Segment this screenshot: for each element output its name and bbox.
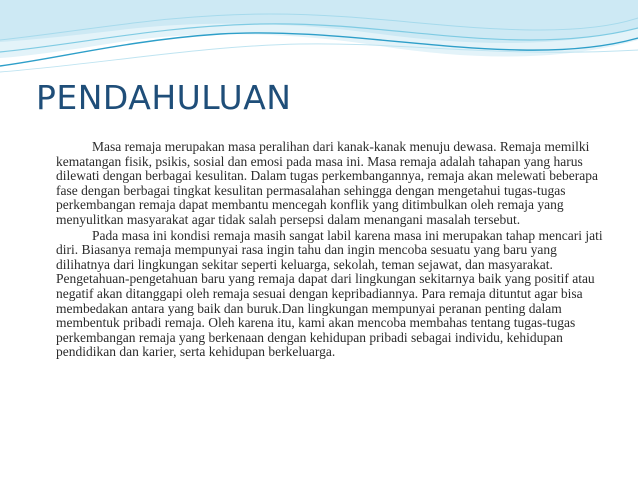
wave-header-decoration bbox=[0, 0, 638, 80]
paragraph-2: Pada masa ini kondisi remaja masih sangat labil karena masa ini merupakan tahap mencari jati diri. Biasanya remaja mempunyai rasa ingin tahu dan ingin mencoba sesuatu yang baru yang dilihatnya dari lingkungan sekitar seperti keluarga, sekolah, teman sejawat, dan masyarakat. Pengetahuan-pengetahuan baru yang remaja dapat dari lingkungan sekitarnya baik yang positif atau negatif akan ditanggapi oleh remaja sesuai dengan kepribadiannya. Para remaja dituntut agar bisa membedakan antara yang baik dan buruk.Dan lingkungan mempunyai peranan penting dalam membentuk pribadi remaja. Oleh karena itu, kami akan mencoba membahas tentang tugas-tugas perkembangan remaja yang berkenaan dengan kehidupan pribadi sebagai individu, kehidupan pendidikan dan karier, serta kehidupan berkeluarga. bbox=[56, 227, 603, 360]
slide-body-text bbox=[56, 140, 612, 361]
paragraph-1: Masa remaja merupakan masa peralihan dari kanak-kanak menuju dewasa. Remaja memilki kematangan fisik, psikis, sosial dan emosi pada masa ini. Masa remaja adalah tahapan yang harus dilewati dengan berbagai kesulitan. Dalam tugas perkembangannya, remaja akan melewati beberapa fase dengan berbagai tingkat kesulitan permasalahan sehingga dengan mengetahui tugas-tugas perkembangan remaja dapat membantu mencegah konflik yang ditimbulkan oleh remaja yang menyulitkan masyarakat agar tidak salah persepsi dalam menangani masalah tersebut. bbox=[56, 139, 599, 227]
slide-title: PENDAHULUAN bbox=[36, 78, 292, 117]
